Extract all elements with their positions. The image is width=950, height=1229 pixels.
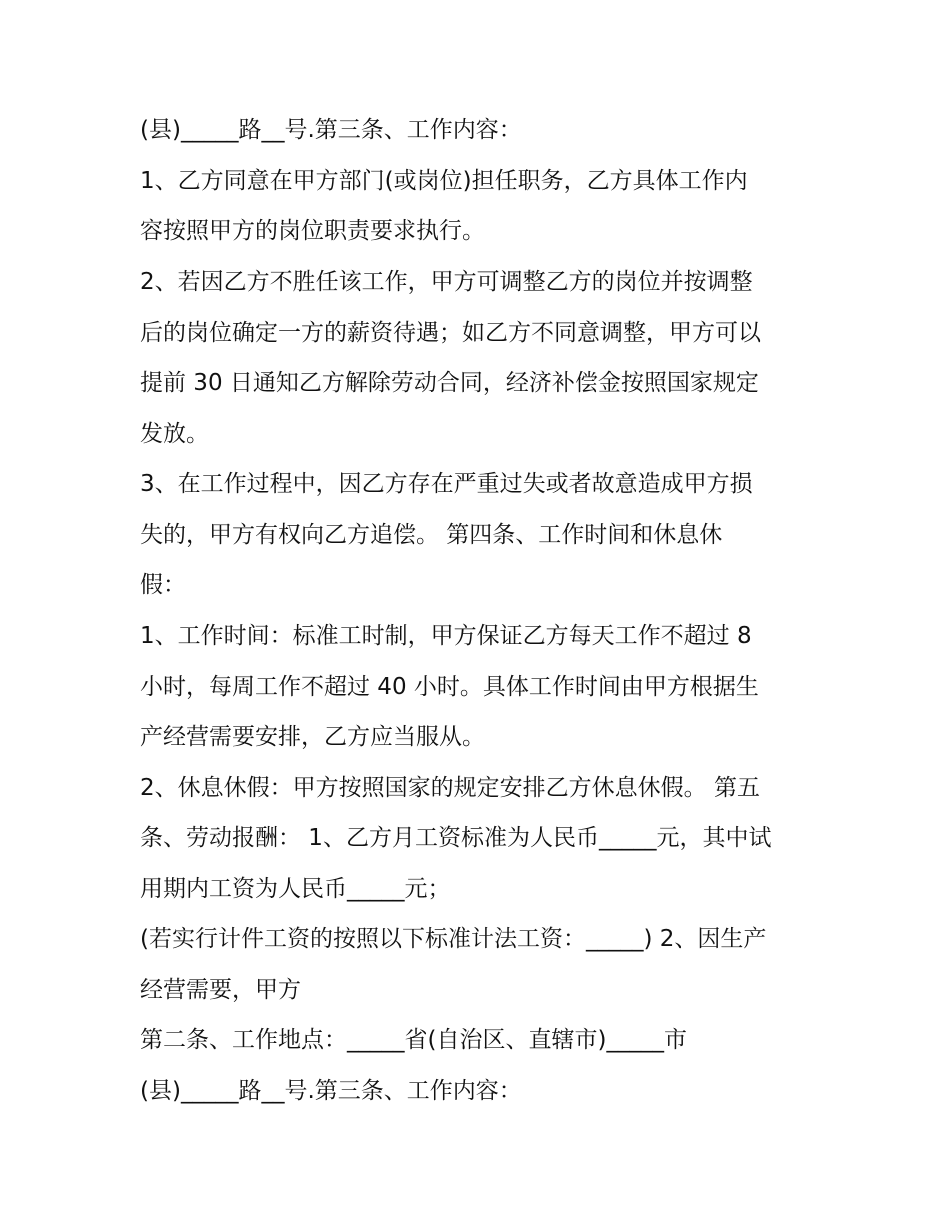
text-line: 失的，甲方有权向乙方追偿。 第四条、工作时间和休息休 — [140, 522, 723, 548]
text-line: 条、劳动报酬： 1、乙方月工资标准为人民币_____元，其中试 — [140, 825, 772, 851]
text-line: 产经营需要安排，乙方应当服从。 — [140, 724, 485, 750]
text-line: 2、休息休假：甲方按照国家的规定安排乙方休息休假。 第五 — [140, 775, 760, 801]
text-line: 容按照甲方的岗位职责要求执行。 — [140, 218, 485, 244]
text-line: (县)_____路__号.第三条、工作内容： — [140, 1078, 522, 1104]
text-line: (县)_____路__号.第三条、工作内容： — [140, 117, 522, 143]
text-line: 2、若因乙方不胜任该工作，甲方可调整乙方的岗位并按调整 — [140, 269, 753, 295]
text-line: 小时，每周工作不超过 40 小时。具体工作时间由甲方根据生 — [140, 674, 759, 700]
text-line: 后的岗位确定一方的薪资待遇；如乙方不同意调整，甲方可以 — [140, 320, 761, 346]
text-line: 用期内工资为人民币_____元； — [140, 876, 451, 902]
text-line: (若实行计件工资的按照以下标准计法工资：_____) 2、因生产 — [140, 926, 767, 952]
text-line: 经营需要，甲方 — [140, 977, 301, 1003]
text-line: 1、乙方同意在甲方部门(或岗位)担任职务，乙方具体工作内 — [140, 168, 748, 194]
text-line: 提前 30 日通知乙方解除劳动合同，经济补偿金按照国家规定 — [140, 370, 759, 396]
text-line: 第二条、工作地点：_____省(自治区、直辖市)_____市 — [140, 1027, 687, 1053]
text-line: 3、在工作过程中，因乙方存在严重过失或者故意造成甲方损 — [140, 471, 753, 497]
text-line: 1、工作时间：标准工时制，甲方保证乙方每天工作不超过 8 — [140, 623, 752, 649]
text-line: 发放。 — [140, 421, 209, 447]
text-line: 假： — [140, 572, 186, 598]
